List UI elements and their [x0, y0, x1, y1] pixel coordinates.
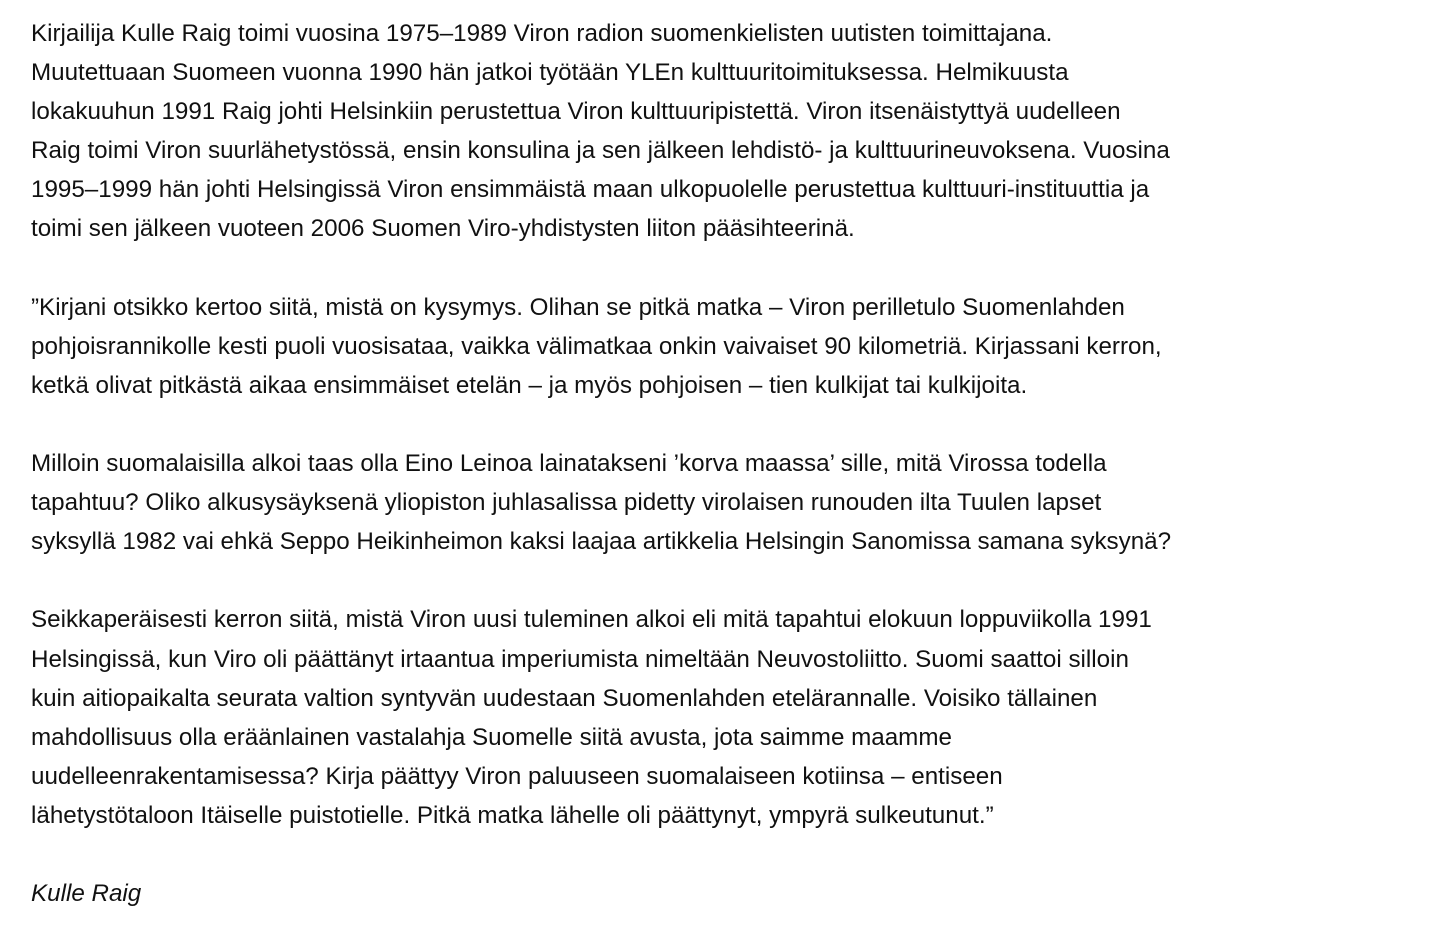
document-body — [31, 14, 1421, 913]
text-line: lokakuuhun 1991 Raig johti Helsinkiin perustettua Viron kulttuuripistettä. Viron itsenäistyttyä uudelleen — [31, 98, 1121, 126]
text-line: mahdollisuus olla eräänlainen vastalahja Suomelle siitä avusta, jota saimme maamme — [31, 723, 952, 751]
text-line: Muutettuaan Suomeen vuonna 1990 hän jatkoi työtään YLEn kulttuuritoimituksessa. Helmikuusta — [31, 59, 1069, 87]
text-line: tapahtuu? Oliko alkusysäyksenä yliopiston juhlasalissa pidetty virolaisen runouden ilta Tuulen lapset — [31, 489, 1102, 517]
text-line: Helsingissä, kun Viro oli päättänyt irtaantua imperiumista nimeltään Neuvostoliitto. Suomi saattoi silloin — [31, 645, 1129, 673]
text-line: Seikkaperäisesti kerron siitä, mistä Viron uusi tuleminen alkoi eli mitä tapahtui elokuun loppuviikolla 1991 — [31, 606, 1152, 634]
paragraph-quote-closing — [31, 600, 1421, 835]
text-line: lähetystötaloon Itäiselle puistotielle. Pitkä matka lähelle oli päättynyt, ympyrä sulkeutunut.” — [31, 801, 994, 829]
paragraph-quote-question — [31, 444, 1421, 561]
text-line: ”Kirjani otsikko kertoo siitä, mistä on kysymys. Olihan se pitkä matka – Viron perilletulo Suomenlahden — [31, 293, 1125, 321]
text-line: pohjoisrannikolle kesti puoli vuosisataa, vaikka välimatkaa onkin vaivaiset 90 kilometriä. Kirjassani kerron, — [31, 332, 1162, 360]
author-signature: Kulle Raig — [31, 880, 142, 908]
text-line: Milloin suomalaisilla alkoi taas olla Eino Leinoa lainatakseni ’korva maassa’ sille, mitä Virossa todella — [31, 450, 1107, 478]
text-line: ketkä olivat pitkästä aikaa ensimmäiset etelän – ja myös pohjoisen – tien kulkijat tai kulkijoita. — [31, 371, 1028, 399]
text-line: kuin aitiopaikalta seurata valtion syntyvän uudestaan Suomenlahden etelärannalle. Voisiko tällainen — [31, 684, 1098, 712]
text-line: toimi sen jälkeen vuoteen 2006 Suomen Viro-yhdistysten liiton pääsihteerinä. — [31, 215, 855, 243]
text-line: Kirjailija Kulle Raig toimi vuosina 1975–1989 Viron radion suomenkielisten uutisten toimittajana. — [31, 20, 1053, 47]
text-line: Raig toimi Viron suurlähetystössä, ensin konsulina ja sen jälkeen lehdistö- ja kulttuurineuvoksena. Vuosina — [31, 137, 1170, 165]
paragraph-author-bio — [31, 14, 1421, 249]
paragraph-quote-intro — [31, 288, 1421, 405]
text-line: 1995–1999 hän johti Helsingissä Viron ensimmäistä maan ulkopuolelle perustettua kulttuuri-instituuttia ja — [31, 176, 1150, 204]
text-line: syksyllä 1982 vai ehkä Seppo Heikinheimon kaksi laajaa artikkelia Helsingin Sanomissa samana syksynä? — [31, 528, 1172, 556]
text-line: uudelleenrakentamisessa? Kirja päättyy Viron paluuseen suomalaiseen kotiinsa – entiseen — [31, 762, 1003, 790]
